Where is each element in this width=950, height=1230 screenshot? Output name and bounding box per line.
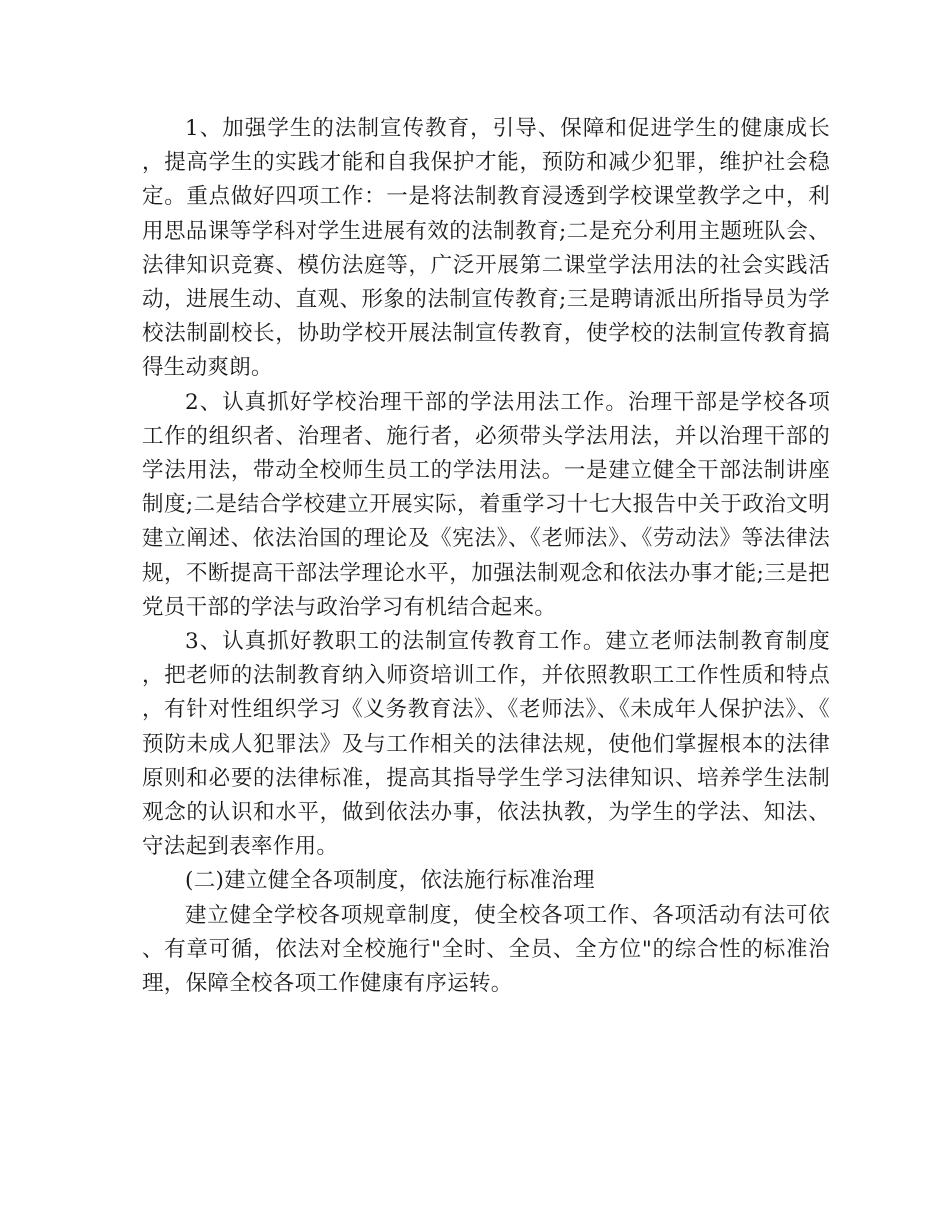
document-body [142,112,830,1001]
paragraph-staff-legal-education: 3、认真抓好教职工的法制宣传教育工作。建立老师法制教育制度，把老师的法制教育纳入师资培训工作，并依照教职工工作性质和特点，有针对性组织学习《义务教育法》、《老师法》、《未成年人保护法》、《预防未成人犯罪法》及与工作相关的法律法规，使他们掌握根本的法律原则和必要的法律标准，提高其指导学生学习法律知识、培养学生法制观念的认识和水平，做到依法办事，依法执教，为学生的学法、知法、守法起到表率作用。 [142,629,830,860]
paragraph-rules-management: 建立健全学校各项规章制度，使全校各项工作、各项活动有法可依、有章可循，依法对全校施行"全时、全员、全方位"的综合性的标准治理，保障全校各项工作健康有序运转。 [142,902,830,997]
paragraph-cadre-legal-study: 2、认真抓好学校治理干部的学法用法工作。治理干部是学校各项工作的组织者、治理者、施行者，必须带头学法用法，并以治理干部的学法用法，带动全校师生员工的学法用法。一是建立健全干部法制讲座制度;二是结合学校建立开展实际，着重学习十七大报告中关于政治文明建立阐述、依法治国的理论及《宪法》、《老师法》、《劳动法》等法律法规，不断提高干部法学理论水平，加强法制观念和依法办事才能;三是把党员干部的学法与政治学习有机结合起来。 [142,389,830,620]
section-heading-systems: (二)建立健全各项制度，依法施行标准治理 [185,868,595,894]
paragraph-student-legal-education: 1、加强学生的法制宣传教育，引导、保障和促进学生的健康成长，提高学生的实践才能和自我保护才能，预防和减少犯罪，维护社会稳定。重点做好四项工作：一是将法制教育浸透到学校课堂教学之中，利用思品课等学科对学生进展有效的法制教育;二是充分利用主题班队会、法律知识竞赛、模仿法庭等，广泛开展第二课堂学法用法的社会实践活动，进展生动、直观、形象的法制宣传教育;三是聘请派出所指导员为学校法制副校长，协助学校开展法制宣传教育，使学校的法制宣传教育搞得生动爽朗。 [142,116,830,381]
